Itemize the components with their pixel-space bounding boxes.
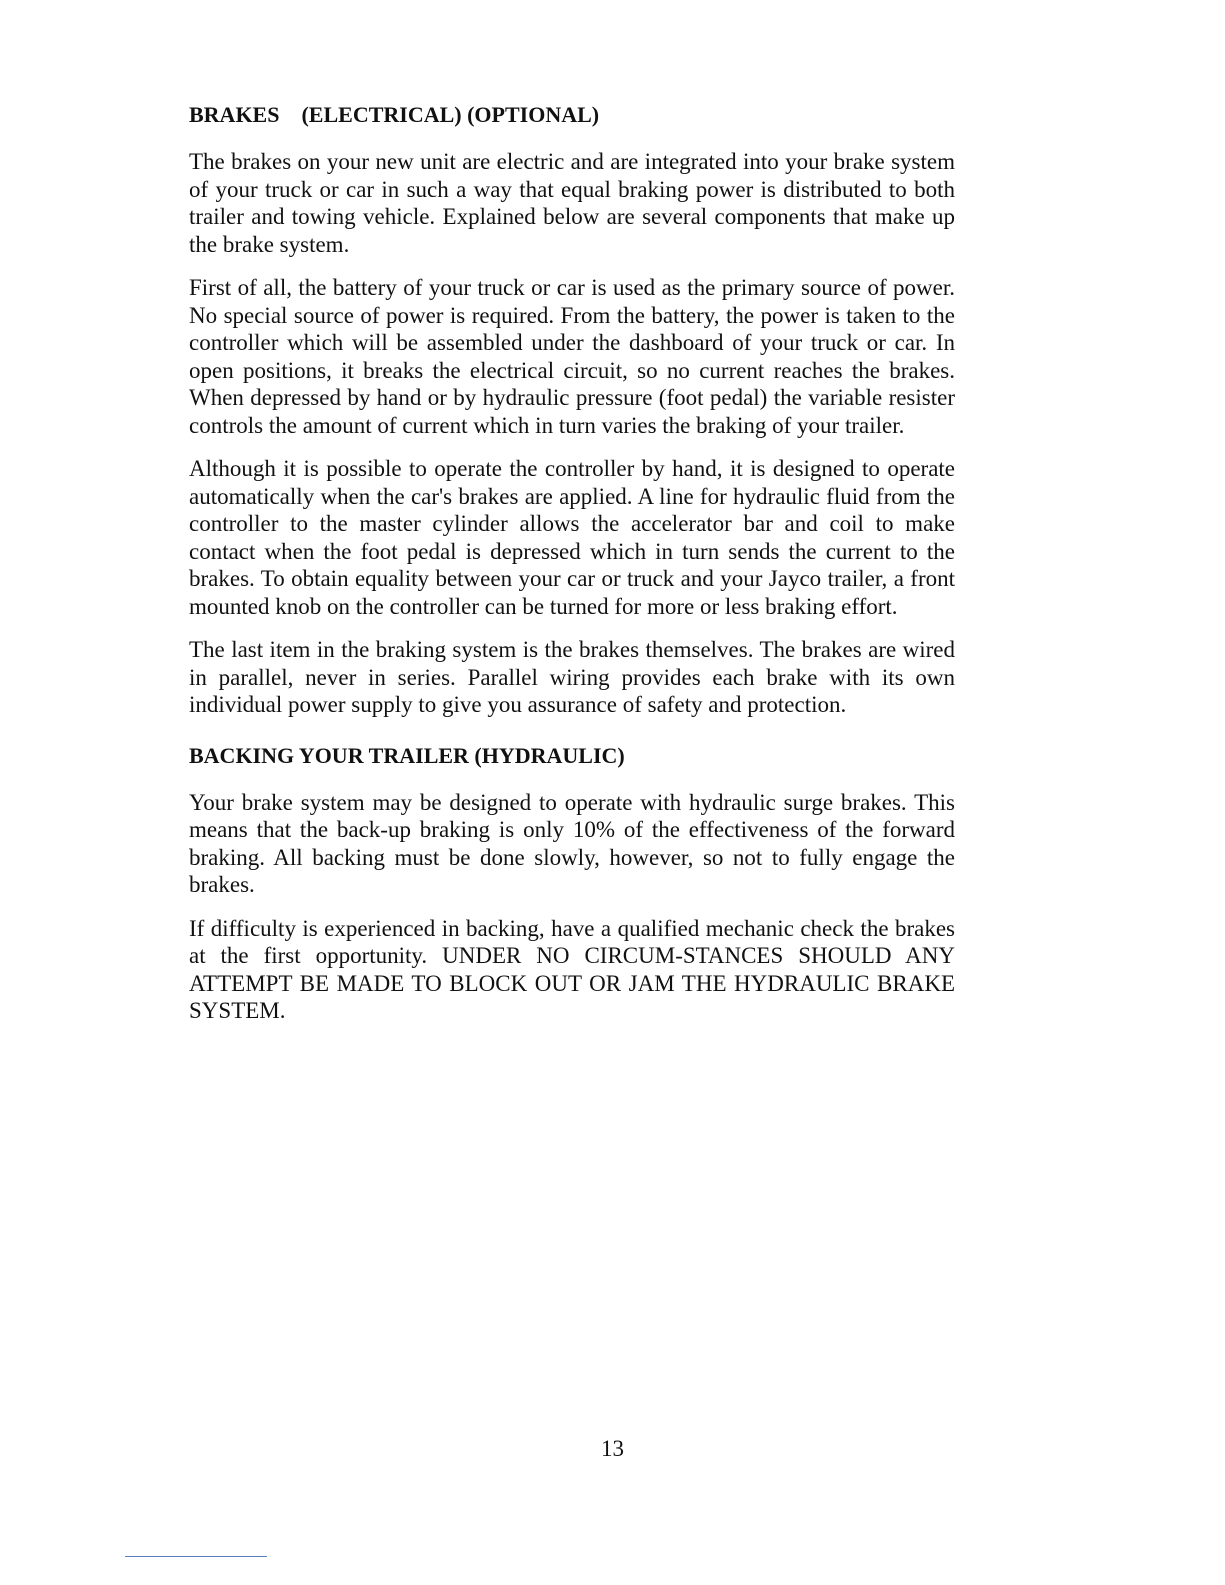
paragraph: If difficulty is experienced in backing, have a qualified mechanic check the brakes at the first opportunity. UNDER NO CIRCUM-STANCES SHOULD ANY ATTEMPT BE MADE TO BLOCK OUT OR JAM THE HYDRAULIC BRAKE SYSTEM. (189, 915, 955, 1023)
footer-rule (125, 1556, 267, 1557)
document-page (189, 100, 955, 1025)
section-heading-brakes: BRAKES (ELECTRICAL) (OPTIONAL) (189, 102, 600, 127)
page-number: 13 (601, 1436, 624, 1461)
paragraph: The last item in the braking system is the brakes themselves. The brakes are wired in parallel, never in series. Parallel wiring provides each brake with its own individual power supply to give you assurance of safety and protection. (189, 637, 955, 717)
section-heading-backing-trailer: BACKING YOUR TRAILER (HYDRAULIC) (189, 742, 625, 768)
paragraph: First of all, the battery of your truck or car is used as the primary source of power. No special source of power is required. From the battery, the power is taken to the controller which will be assembled under the dashboard of your truck or car. In open positions, it breaks the electrical circuit, so no current reaches the brakes. When depressed by hand or by hydraulic pressure (foot pedal) the variable resister controls the amount of current which in turn varies the braking of your trailer. (189, 275, 955, 438)
paragraph: Your brake system may be designed to operate with hydraulic surge brakes. This means that the back-up braking is only 10% of the effectiveness of the forward braking. All backing must be done slowly, however, so not to fully engage the brakes. (189, 789, 955, 897)
paragraph: The brakes on your new unit are electric and are integrated into your brake system of your truck or car in such a way that equal braking power is distributed to both trailer and towing vehicle. Explained below are several components that make up the brake system. (189, 149, 955, 257)
paragraph: Although it is possible to operate the controller by hand, it is designed to operate automatically when the car's brakes are applied. A line for hydraulic fluid from the controller to the master cylinder allows the accelerator bar and coil to make contact when the foot pedal is depressed which in turn sends the current to the brakes. To obtain equality between your car or truck and your Jayco trailer, a front mounted knob on the controller can be turned for more or less braking effort. (189, 456, 955, 619)
